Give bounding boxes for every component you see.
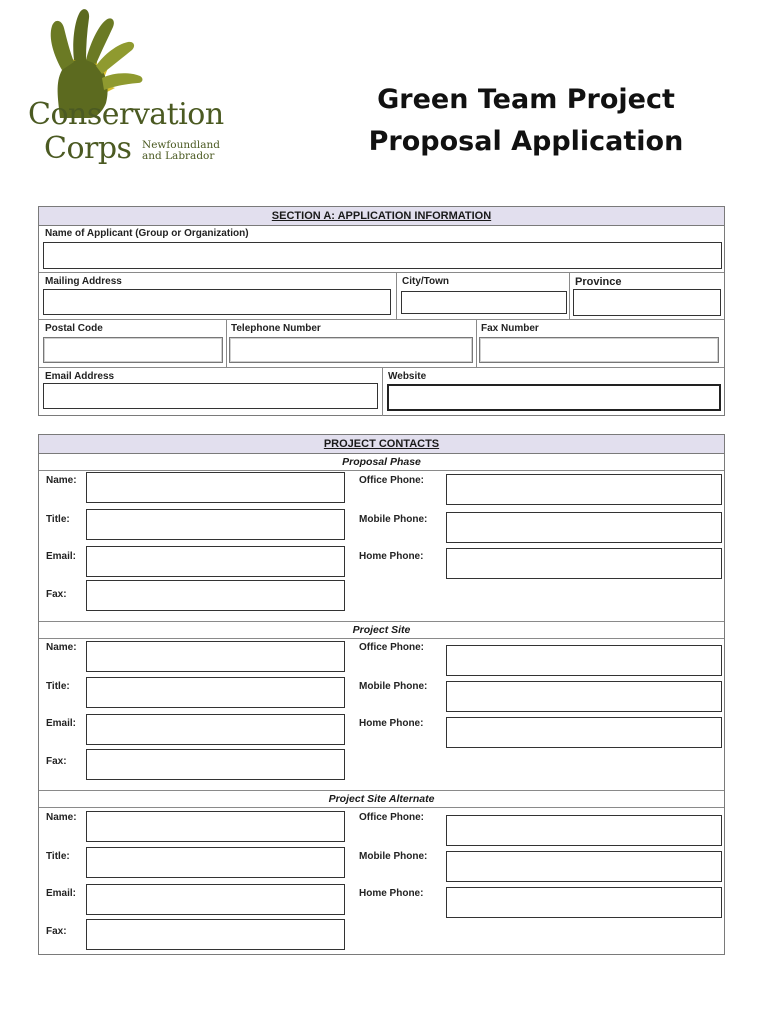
email-label: Email:	[46, 888, 77, 899]
title-label: Title:	[46, 851, 70, 862]
alternate-mobile-phone-field[interactable]	[446, 851, 722, 882]
province-label: Province	[575, 276, 622, 288]
group-title-proposal-phase: Proposal Phase	[39, 454, 724, 471]
logo-newfoundland: Newfoundland	[142, 139, 220, 151]
alternate-name-field[interactable]	[86, 811, 345, 842]
proposal-mobile-phone-field[interactable]	[446, 512, 722, 543]
home-phone-label: Home Phone:	[359, 551, 424, 562]
title-label: Title:	[46, 514, 70, 525]
divider	[382, 367, 383, 416]
mobile-phone-label: Mobile Phone:	[359, 851, 428, 862]
fax-number-label: Fax Number	[481, 323, 539, 334]
email-address-field[interactable]	[43, 383, 378, 409]
site-mobile-phone-field[interactable]	[446, 681, 722, 712]
site-office-phone-field[interactable]	[446, 645, 722, 676]
telephone-number-field[interactable]	[229, 337, 473, 363]
site-fax-field[interactable]	[86, 749, 345, 780]
page-title-line1: Green Team Project	[377, 84, 675, 115]
mobile-phone-label: Mobile Phone:	[359, 514, 428, 525]
province-field[interactable]	[573, 289, 721, 316]
site-title-field[interactable]	[86, 677, 345, 708]
name-label: Name:	[46, 475, 77, 486]
fax-label: Fax:	[46, 589, 67, 600]
proposal-title-field[interactable]	[86, 509, 345, 540]
alternate-fax-field[interactable]	[86, 919, 345, 950]
logo-labrador: and Labrador	[142, 150, 215, 162]
proposal-name-field[interactable]	[86, 472, 345, 503]
telephone-number-label: Telephone Number	[231, 323, 321, 334]
fax-label: Fax:	[46, 926, 67, 937]
divider	[39, 272, 724, 273]
group-title-project-site-alternate: Project Site Alternate	[39, 791, 724, 808]
page-title-line2: Proposal Application	[368, 126, 684, 157]
divider	[569, 272, 570, 319]
proposal-fax-field[interactable]	[86, 580, 345, 611]
fax-number-field[interactable]	[479, 337, 719, 363]
fax-label: Fax:	[46, 756, 67, 767]
site-home-phone-field[interactable]	[446, 717, 722, 748]
office-phone-label: Office Phone:	[359, 475, 425, 486]
mailing-address-label: Mailing Address	[45, 276, 122, 287]
alternate-home-phone-field[interactable]	[446, 887, 722, 918]
conservation-corps-logo	[22, 8, 222, 178]
home-phone-label: Home Phone:	[359, 718, 424, 729]
divider	[226, 319, 227, 367]
city-town-field[interactable]	[401, 291, 567, 314]
alternate-title-field[interactable]	[86, 847, 345, 878]
applicant-name-field[interactable]	[43, 242, 722, 269]
proposal-office-phone-field[interactable]	[446, 474, 722, 505]
home-phone-label: Home Phone:	[359, 888, 424, 899]
section-a-application-info	[38, 206, 725, 416]
section-a-header: SECTION A: APPLICATION INFORMATION	[39, 207, 724, 226]
email-label: Email:	[46, 551, 77, 562]
site-name-field[interactable]	[86, 641, 345, 672]
name-label: Name:	[46, 812, 77, 823]
applicant-name-label: Name of Applicant (Group or Organization)	[45, 228, 249, 239]
divider	[39, 319, 724, 320]
alternate-office-phone-field[interactable]	[446, 815, 722, 846]
website-field[interactable]	[387, 384, 721, 411]
mailing-address-field[interactable]	[43, 289, 391, 315]
name-label: Name:	[46, 642, 77, 653]
postal-code-label: Postal Code	[45, 323, 103, 334]
office-phone-label: Office Phone:	[359, 642, 425, 653]
office-phone-label: Office Phone:	[359, 812, 425, 823]
proposal-email-field[interactable]	[86, 546, 345, 577]
website-label: Website	[388, 371, 427, 382]
group-title-project-site: Project Site	[39, 622, 724, 639]
proposal-home-phone-field[interactable]	[446, 548, 722, 579]
email-label: Email:	[46, 718, 77, 729]
logo-word-corps: Corps	[44, 131, 132, 166]
alternate-email-field[interactable]	[86, 884, 345, 915]
divider	[476, 319, 477, 367]
mobile-phone-label: Mobile Phone:	[359, 681, 428, 692]
email-address-label: Email Address	[45, 371, 115, 382]
project-contacts-header: PROJECT CONTACTS	[39, 435, 724, 454]
project-contacts-section	[38, 434, 725, 955]
logo-word-conservation: Conservation	[28, 97, 224, 132]
postal-code-field[interactable]	[43, 337, 223, 363]
site-email-field[interactable]	[86, 714, 345, 745]
divider	[396, 272, 397, 319]
city-town-label: City/Town	[402, 276, 450, 287]
title-label: Title:	[46, 681, 70, 692]
